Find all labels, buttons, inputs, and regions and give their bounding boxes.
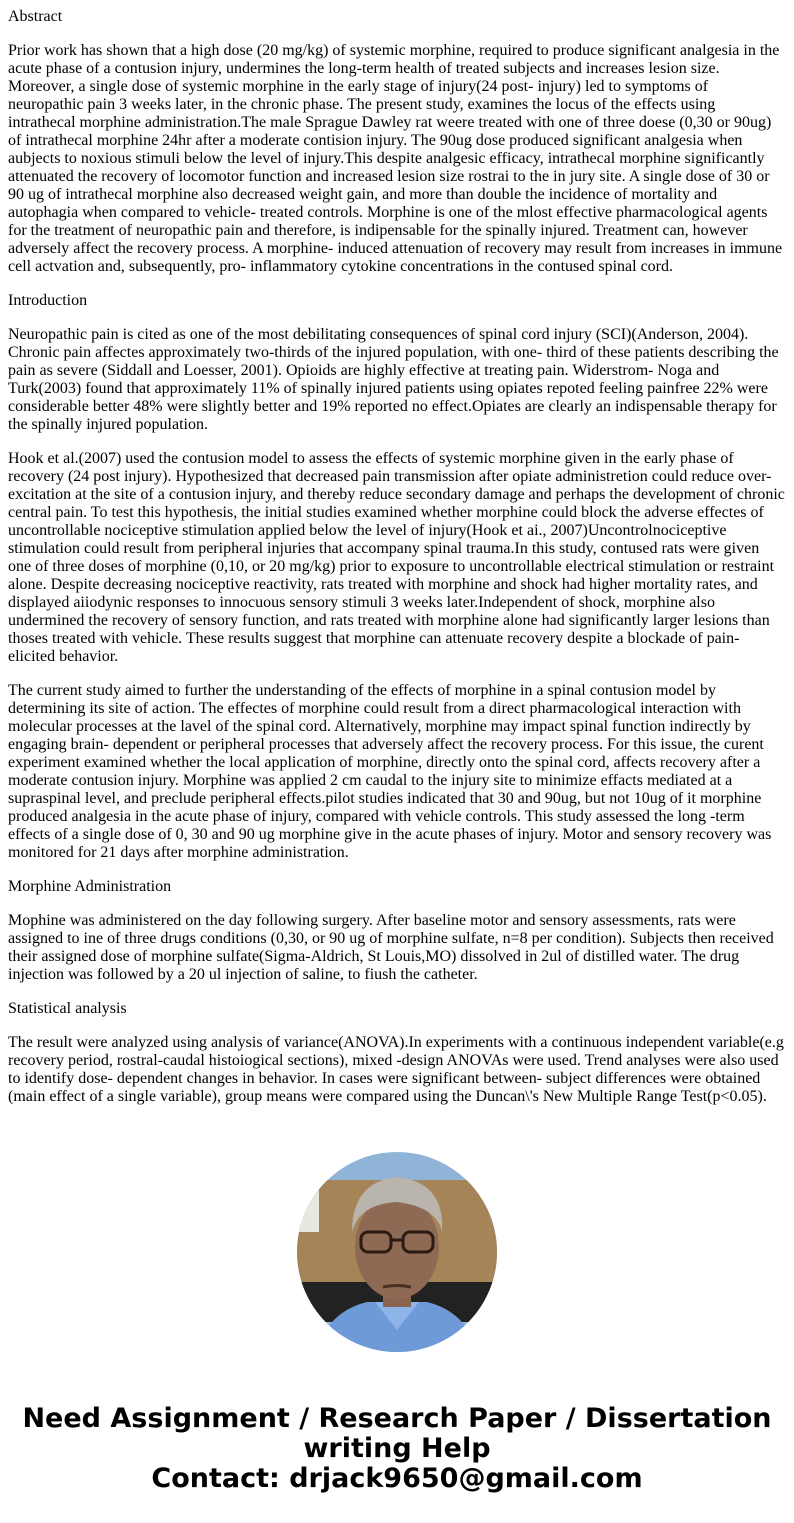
introduction-paragraph: The current study aimed to further the understanding of the effects of morphine in a spinal contusion model by determining its site of action. The effectes of morphine could result from a direct pharmacological interaction with molecular processes at the lavel of the spinal cord. Alternatively, morphine may impact spinal function indirectly by engaging brain- dependent or peripheral processes that adversely affect the recovery process. For this issue, the curent experiment examined whether the local application of morphine, directly onto the spinal cord, affects recovery after a moderate contusion injury. Morphine was applied 2 cm caudal to the injury site to minimize effacts mediated at a supraspinal level, and preclude peripheral effects.pilot studies indicated that 30 and 90ug, but not 10ug of it morphine produced analgesia in the acute phase of injury, compared with vehicle controls. This study assessed the long -term effects of a single dose of 0, 30 and 90 ug morphine give in the acute phases of injury. Motor and sensory recovery was monitored for 21 days after morphine administration. bbox=[8, 682, 772, 861]
author-photo bbox=[297, 1152, 497, 1352]
statistical-analysis-heading: Statistical analysis bbox=[8, 1000, 127, 1017]
contact-banner bbox=[8, 1404, 786, 1494]
introduction-paragraph: Hook et al.(2007) used the contusion model to assess the effects of systemic morphine given in the early phase of recovery (24 post injury). Hypothesized that decreased pain transmission after opiate administretion could reduce over-excitation at the site of a contusion injury, and thereby reduce secondary damage and perhaps the development of chronic central pain. To test this hypothesis, the initial studies examined whether morphine could block the adverse effectes of uncontrollable nociceptive stimulation applied below the level of injury(Hook et ai., 2007)Uncontrolnociceptive stimulation could result from peripheral injuries that accompany spinal trauma.In this study, contused rats were given one of three doses of morphine (0,10, or 20 mg/kg) prior to exposure to uncontrollable electrical stimulation or restraint alone. Despite decreasing nociceptive reactivity, rats treated with morphine and shock had higher mortality rates, and displayed aiiodynic responses to innocuous sensory stimuli 3 weeks later.Independent of shock, morphine also undermined the recovery of sensory function, and rats treated with morphine alone had significantly larger lesions than thoses treated with vehicle. These results suggest that morphine can attenuate recovery despite a blockade of pain-elicited behavior. bbox=[8, 450, 785, 665]
document bbox=[8, 8, 786, 1106]
introduction-heading: Introduction bbox=[8, 292, 88, 309]
morphine-administration-heading: Morphine Administration bbox=[8, 878, 172, 895]
abstract-body: Prior work has shown that a high dose (20 mg/kg) of systemic morphine, required to produce significant analgesia in the acute phase of a contusion injury, undermines the long-term health of treated subjects and increases lesion size. Moreover, a single dose of systemic morphine in the early stage of injury(24 post- injury) led to symptoms of neuropathic pain 3 weeks later, in the chronic phase. The present study, examines the locus of the effects using intrathecal morphine administration.The male Sprague Dawley rat weere treated with one of three doese (0,30 or 90ug) of intrathecal morphine 24hr after a moderate contision injury. The 90ug dose produced significant analgesia when aubjects to noxious stimuli below the level of injury.This despite analgesic efficacy, intrathecal morphine significantly attenuated the recovery of locomotor function and increased lesion size rostrai to the in jury site. A single dose of 30 or 90 ug of intrathecal morphine also decreased weight gain, and more than double the incidence of mortality and autophagia when compared to vehicle- treated controls. Morphine is one of the mlost effective pharmacological agents for the treatment of neuropathic pain and therefore, is indipensable for the spinally injured. Treatment can, however adversely affect the recovery process. A morphine- induced attenuation of recovery may result from increases in immune cell actvation and, subsequently, pro- inflammatory cytokine concentrations in the contused spinal cord. bbox=[8, 42, 783, 275]
morphine-administration-body: Mophine was administered on the day following surgery. After baseline motor and sensory assessments, rats were assigned to ine of three drugs conditions (0,30, or 90 ug of morphine sulfate, n=8 per condition). Subjects then received their assigned dose of morphine sulfate(Sigma-Aldrich, St Louis,MO) dissolved in 2ul of distilled water. The drug injection was followed by a 20 ul injection of saline, to fiush the catheter. bbox=[8, 912, 774, 983]
banner-contact: Contact: drjack9650@gmail.com bbox=[151, 1463, 643, 1494]
abstract-heading: Abstract bbox=[8, 8, 63, 25]
author-photo-container bbox=[8, 1152, 786, 1352]
statistical-analysis-body: The result were analyzed using analysis of variance(ANOVA).In experiments with a continuous independent variable(e.g recovery period, rostral-caudal histoiogical sections), mixed -design ANOVAs were used. Trend analyses were also used to identify dose- dependent changes in behavior. In cases were significant between- subject differences were obtained (main effect of a single variable), group means were compared using the Duncan\'s New Multiple Range Test(p<0.05). bbox=[8, 1034, 784, 1105]
introduction-paragraph: Neuropathic pain is cited as one of the most debilitating consequences of spinal cord injury (SCI)(Anderson, 2004). Chronic pain affectes approximately two-thirds of the injured population, with one- third of these patients describing the pain as severe (Siddall and Loesser, 2001). Opioids are highly effective at treating pain. Widerstrom- Noga and Turk(2003) found that approximately 11% of spinally injured patients using opiates repoted feeling painfree 22% were considerable better 48% were slightly better and 19% reported no effect.Opiates are clearly an indispensable therapy for the spinally injured population. bbox=[8, 326, 779, 433]
banner-headline: Need Assignment / Research Paper / Dissertation writing Help bbox=[22, 1403, 772, 1464]
